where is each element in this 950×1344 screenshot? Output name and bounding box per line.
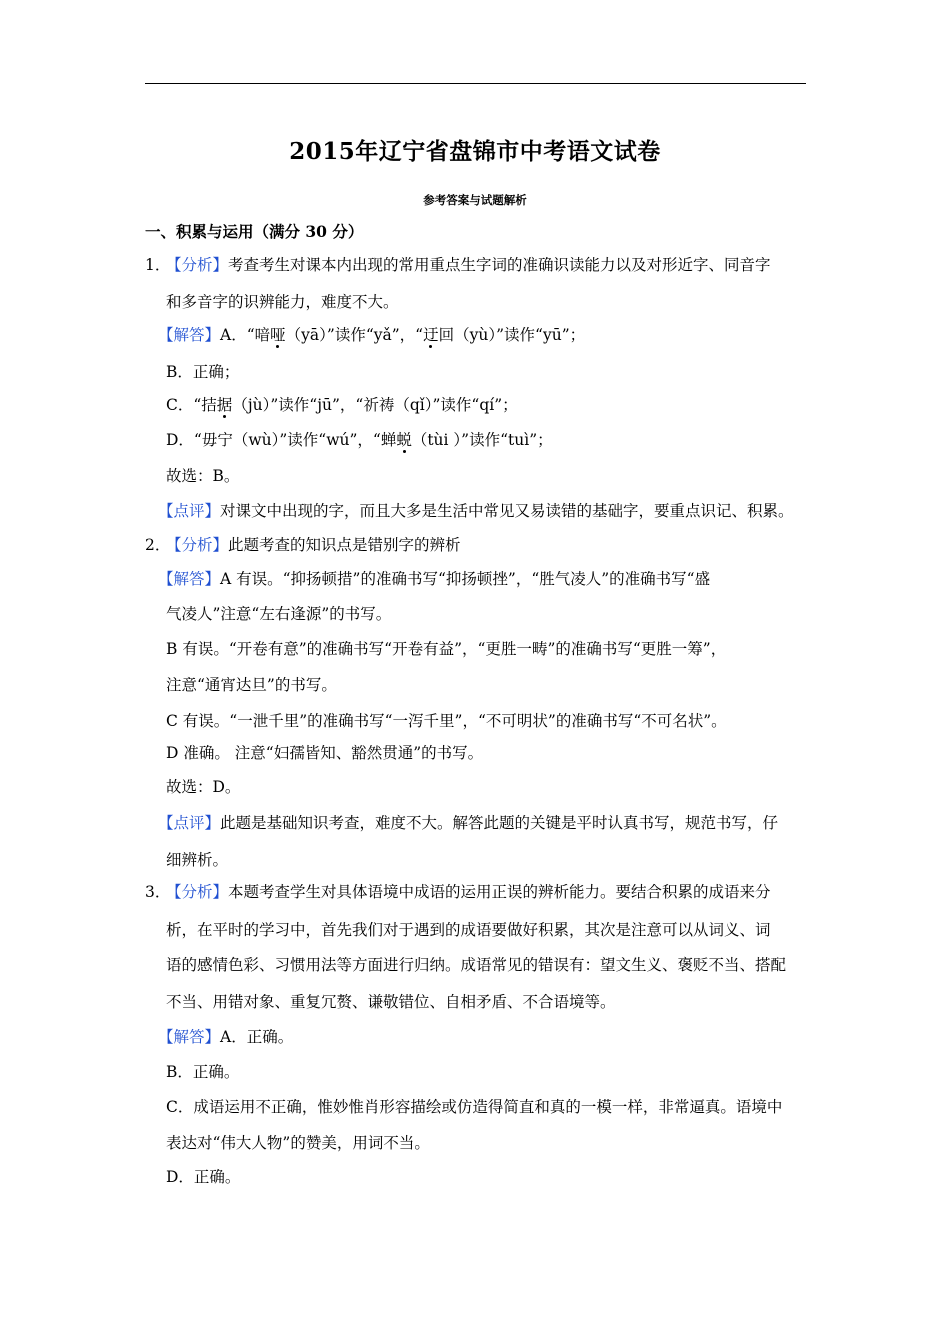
q2-answer-a-line-1: 【解答】A 有误。“抑扬顿措”的准确书写“抑扬顿挫”，“胜气凌人”的准确书写“盛 bbox=[158, 570, 711, 588]
q1-option-b: B．正确； bbox=[166, 363, 240, 381]
q2-answer-b-line-1: B 有误。“开卷有意”的准确书写“开卷有益”，“更胜一畴”的准确书写“更胜一筹”， bbox=[166, 640, 727, 658]
emphasis-dot-char: 蜕 bbox=[396, 431, 412, 449]
emphasis-dot-char: 据 bbox=[216, 396, 233, 414]
q3-analysis-tag: 【分析】 bbox=[166, 883, 229, 901]
q3-answer-c-line-1: C．成语运用不正确，惟妙惟肖形容描绘或仿造得简直和真的一模一样，非常逼真。语境中 bbox=[166, 1098, 783, 1116]
q2-answer-tag: 【解答】 bbox=[158, 570, 221, 588]
q3-answer-c-line-2: 表达对“伟大人物”的赞美，用词不当。 bbox=[166, 1134, 430, 1152]
q1-analysis-tag: 【分析】 bbox=[166, 256, 229, 274]
q2-comment-line-1: 【点评】此题是基础知识考查，难度不大。解答此题的关键是平时认真书写，规范书写，仔 bbox=[158, 814, 779, 832]
q2-comment-line-2: 细辨析。 bbox=[166, 851, 229, 869]
header-rule bbox=[145, 83, 806, 84]
q1-option-d: D．“毋宁（wù）”读作“wú”，“蝉蜕（tùi ）”读作“tuì”； bbox=[166, 431, 553, 449]
q1-number: 1． bbox=[145, 256, 171, 274]
q1-analysis-line-2: 和多音字的识辨能力，难度不大。 bbox=[166, 293, 399, 311]
q3-analysis-line-1: 3．【分析】本题考查学生对具体语境中成语的运用正误的辨析能力。要结合积累的成语来分 bbox=[145, 883, 771, 901]
q2-answer-b-line-2: 注意“通宵达旦”的书写。 bbox=[166, 676, 337, 694]
q3-answer-b: B．正确。 bbox=[166, 1063, 240, 1081]
q2-answer-d: D 准确。 注意“妇孺皆知、豁然贯通”的书写。 bbox=[166, 744, 484, 762]
q2-answer-a-line-2: 气凌人”注意“左右逢源”的书写。 bbox=[166, 605, 392, 623]
q2-comment-tag: 【点评】 bbox=[158, 814, 221, 832]
q1-analysis-text-1: 考查考生对课本内出现的常用重点生字词的准确识读能力以及对形近字、同音字 bbox=[228, 256, 771, 274]
q1-answer-tag: 【解答】 bbox=[158, 326, 221, 344]
q1-analysis-line-1 bbox=[145, 255, 825, 275]
q2-analysis-tag: 【分析】 bbox=[166, 536, 229, 554]
q1-comment-tag: 【点评】 bbox=[158, 502, 221, 520]
q3-analysis-line-4: 不当、用错对象、重复冗赘、谦敬错位、自相矛盾、不合语境等。 bbox=[166, 993, 616, 1011]
emphasis-dot-char: 哑 bbox=[270, 326, 286, 344]
q3-analysis-line-2: 析，在平时的学习中，首先我们对于遇到的成语要做好积累，其次是注意可以从词义、词 bbox=[166, 921, 771, 939]
q1-comment: 【点评】对课文中出现的字，而且大多是生活中常见又易读错的基础字，要重点识记、积累。 bbox=[158, 502, 794, 520]
section-heading: 一、积累与运用（满分 30 分） bbox=[145, 222, 364, 241]
q3-number: 3． bbox=[145, 883, 171, 901]
q3-answer-tag: 【解答】 bbox=[158, 1028, 221, 1046]
q1-choice: 故选：B。 bbox=[166, 467, 240, 485]
q2-choice: 故选：D。 bbox=[166, 778, 241, 796]
q1-option-c: C．“拮据（jù）”读作“jū”，“祈祷（qǐ）”读作“qí”； bbox=[166, 396, 518, 414]
q2-answer-c: C 有误。“一泄千里”的准确书写“一泻千里”，“不可明状”的准确书写“不可名状”。 bbox=[166, 712, 727, 730]
q2-analysis: 2．【分析】此题考查的知识点是错别字的辨析 bbox=[145, 536, 461, 554]
q2-number: 2． bbox=[145, 536, 171, 554]
page-title: 2015年辽宁省盘锦市中考语文试卷 bbox=[289, 138, 661, 165]
q3-analysis-line-3: 语的感情色彩、习惯用法等方面进行归纳。成语常见的错误有：望文生义、褒贬不当、搭配 bbox=[166, 956, 787, 974]
page-subtitle: 参考答案与试题解析 bbox=[423, 193, 527, 207]
emphasis-dot-char: 迂 bbox=[423, 326, 439, 344]
q1-answer-a: 【解答】A．“喑哑（yā）”读作“yǎ”，“迂回（yù）”读作“yū”； bbox=[158, 326, 586, 344]
q3-answer-a: 【解答】A．正确。 bbox=[158, 1028, 294, 1046]
q3-answer-d: D．正确。 bbox=[166, 1168, 241, 1186]
